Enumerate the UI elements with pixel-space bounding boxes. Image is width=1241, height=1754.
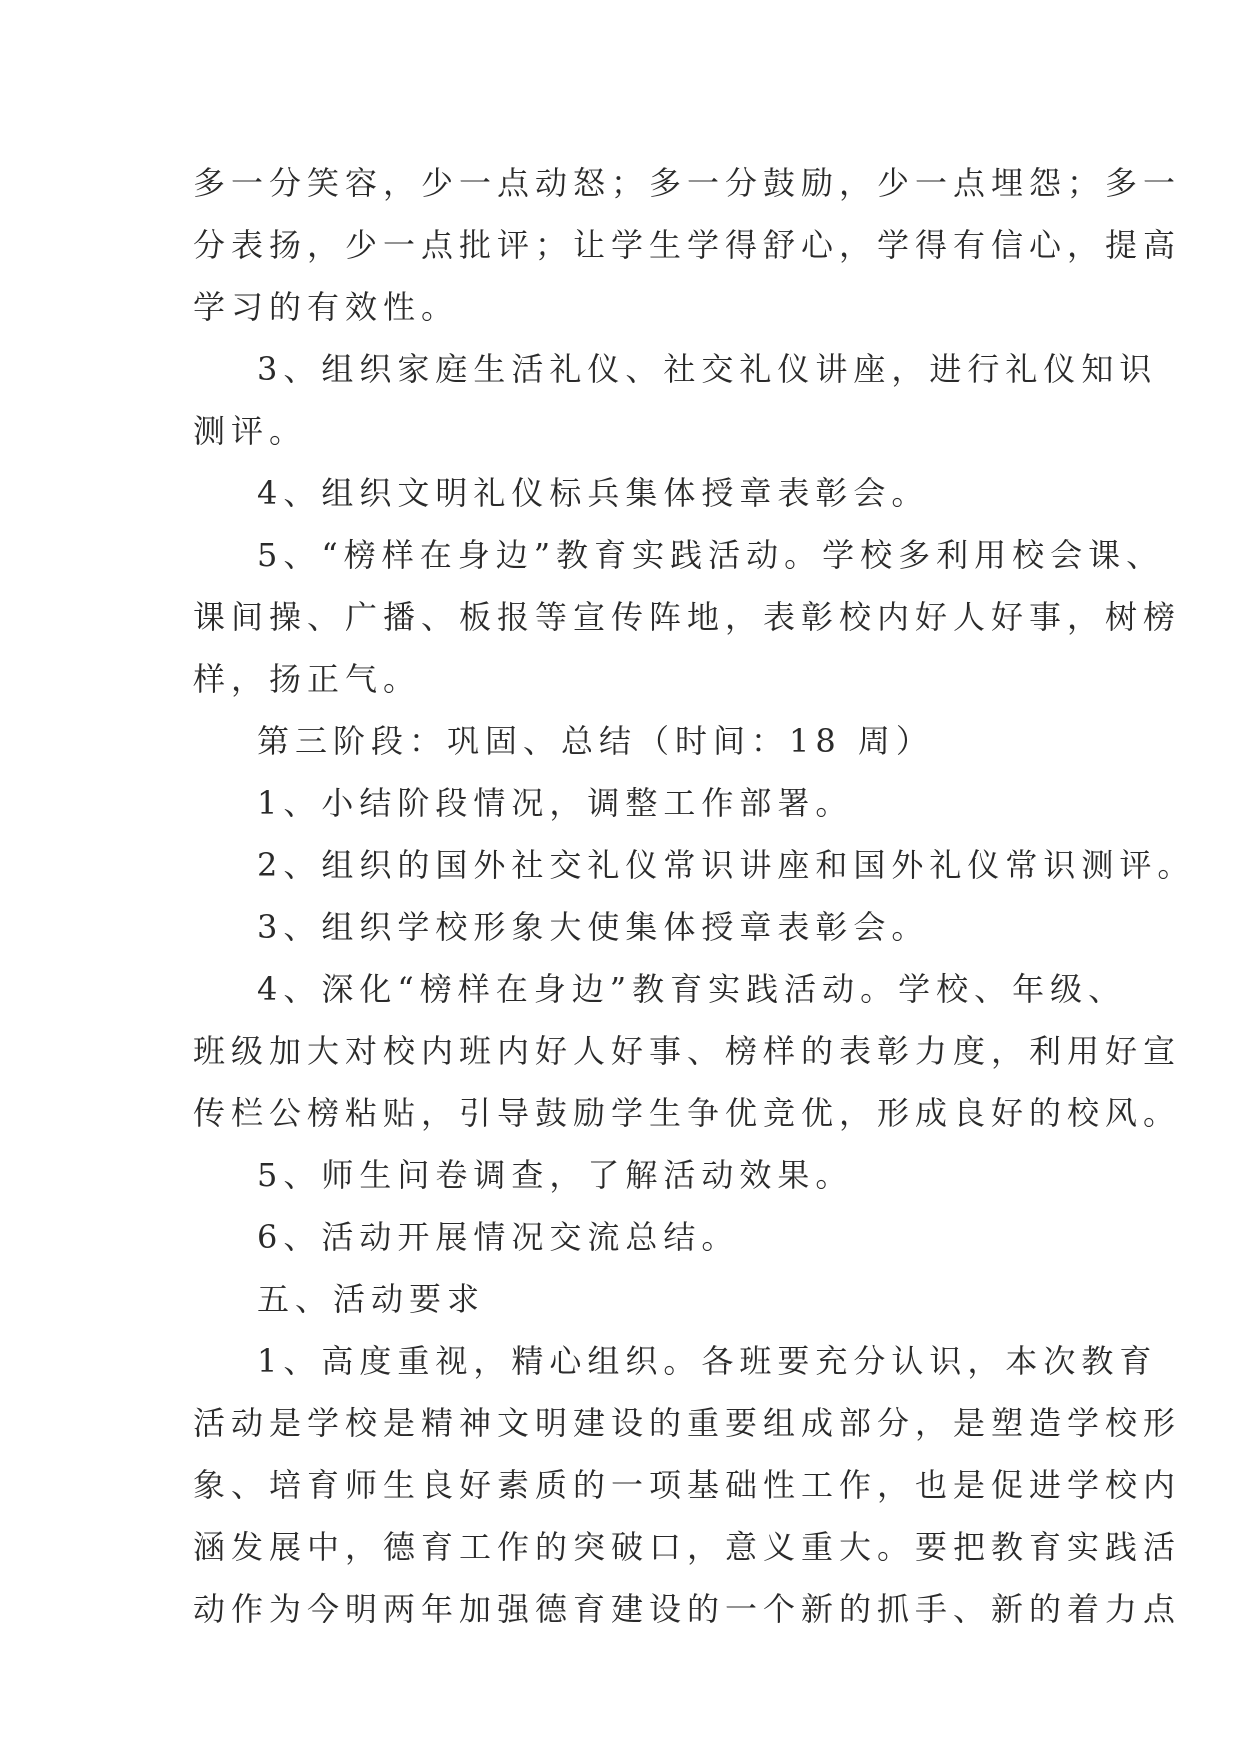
text-line: 传栏公榜粘贴，引导鼓励学生争优竞优，形成良好的校风。 [193,1094,1182,1132]
text-line: 分表扬，少一点批评；让学生学得舒心，学得有信心，提高 [193,226,1182,264]
text-line: 多一分笑容，少一点动怒；多一分鼓励，少一点埋怨；多一 [193,164,1182,202]
text-line: 6、活动开展情况交流总结。 [257,1218,740,1256]
text-line: 4、组织文明礼仪标兵集体授章表彰会。 [257,474,930,512]
text-line: 1、高度重视，精心组织。各班要充分认识，本次教育 [257,1342,1158,1380]
text-line: 第三阶段：巩固、总结（时间：18 周） [257,722,934,760]
text-line: 涵发展中，德育工作的突破口，意义重大。要把教育实践活 [193,1528,1182,1566]
text-line: 班级加大对校内班内好人好事、榜样的表彰力度，利用好宣 [193,1032,1182,1070]
text-line: 五、活动要求 [257,1280,486,1318]
text-line: 5、“榜样在身边”教育实践活动。学校多利用校会课、 [257,536,1165,574]
text-line: 学习的有效性。 [193,288,460,326]
text-line: 4、深化“榜样在身边”教育实践活动。学校、年级、 [257,970,1127,1008]
document-body [193,152,1196,1640]
text-line: 3、组织学校形象大使集体授章表彰会。 [257,908,930,946]
text-line: 1、小结阶段情况，调整工作部署。 [257,784,854,822]
text-line: 课间操、广播、板报等宣传阵地，表彰校内好人好事，树榜 [193,598,1182,636]
text-line: 活动是学校是精神文明建设的重要组成部分，是塑造学校形 [193,1404,1182,1442]
text-line: 3、组织家庭生活礼仪、社交礼仪讲座，进行礼仪知识 [257,350,1158,388]
text-line: 样，扬正气。 [193,660,422,698]
text-line: 测评。 [193,412,308,450]
text-line: 象、培育师生良好素质的一项基础性工作，也是促进学校内 [193,1466,1182,1504]
text-line: 动作为今明两年加强德育建设的一个新的抓手、新的着力点 [193,1590,1182,1628]
text-line: 5、师生问卷调查，了解活动效果。 [257,1156,854,1194]
text-line: 2、组织的国外社交礼仪常识讲座和国外礼仪常识测评。 [257,846,1196,884]
